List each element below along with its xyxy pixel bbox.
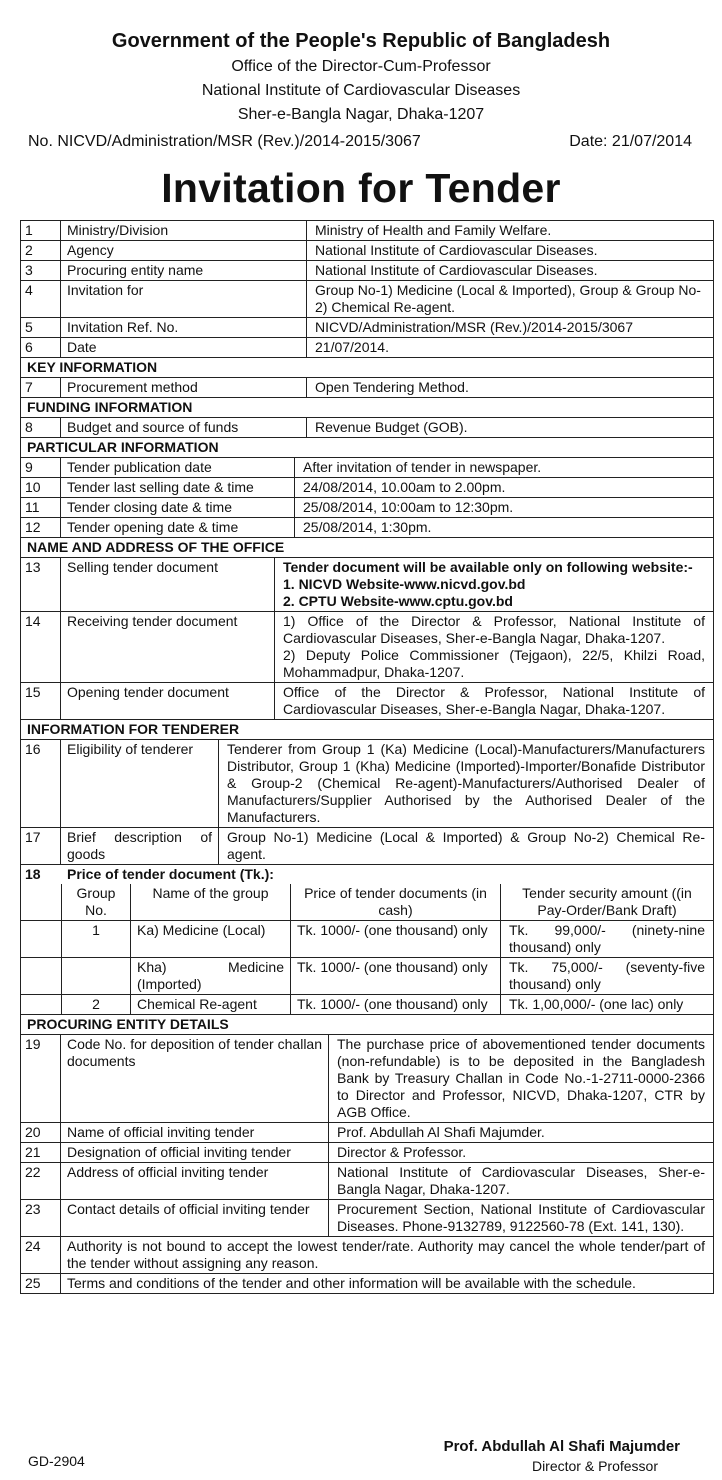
row-number: 5 — [21, 318, 61, 337]
security-amount: Tk. 1,00,000/- (one lac) only — [509, 996, 684, 1012]
security-amount: Tk. 99,000/- (ninety-nine thousand) only — [509, 922, 705, 955]
table-row — [21, 1163, 713, 1200]
row-value: Open Tendering Method. — [315, 379, 469, 395]
table-row — [21, 612, 713, 683]
table-row — [21, 1200, 713, 1237]
row-value: 21/07/2014. — [315, 339, 389, 355]
table-row — [21, 318, 713, 338]
row-label: Date — [61, 338, 307, 357]
page-title: Invitation for Tender — [161, 165, 561, 211]
nicvd-website: 1. NICVD Website-www.nicvd.gov.bd — [283, 576, 526, 592]
document-price: Tk. 1000/- (one thousand) only — [291, 995, 501, 1014]
table-row — [21, 478, 713, 498]
row-number: 24 — [21, 1237, 61, 1273]
row-value: Tenderer from Group 1 (Ka) Medicine (Local)-Manufacturers/Manufacturers Distributor, Group 1 (Kha) Medicine (Imported)-Importer/Bonafide Distributor & Group-2 (Chemical Re-agent)-Manufacturers/Authorised Dealer of Manufacturers/Supplier Authorised by the Authorised Dealer of the Manufacturers. — [227, 741, 705, 825]
group-no — [61, 958, 131, 994]
section-heading-key: KEY INFORMATION — [21, 358, 713, 378]
row-value: Prof. Abdullah Al Shafi Majumder. — [337, 1124, 545, 1140]
address-heading: Sher-e-Bangla Nagar, Dhaka-1207 — [237, 106, 485, 123]
row-value: The purchase price of abovementioned tender documents (non-refundable) is to be deposited in the Bangladesh Bank by Treasury Challan in Code No.-1-2711-0000-2366 to Director and Professor, NICVD, Dhaka-1207, CTR by AGB Office. — [337, 1036, 705, 1120]
price-indent — [21, 884, 61, 920]
row-value: 25/08/2014, 1:30pm. — [303, 519, 432, 535]
price-indent — [21, 995, 61, 1014]
table-row — [21, 378, 713, 398]
row-number: 14 — [21, 612, 61, 682]
table-row — [21, 1035, 713, 1123]
table-row — [21, 418, 713, 438]
receiving-office-2: 2) Deputy Police Commissioner (Tejgaon), 22/5, Khilzi Road, Mohammadpur, Dhaka-1207. — [283, 647, 705, 680]
document-price: Tk. 1000/- (one thousand) only — [291, 958, 501, 994]
row-value — [275, 612, 713, 682]
price-indent — [21, 921, 61, 957]
price-row — [21, 921, 713, 958]
row-number: 20 — [21, 1123, 61, 1142]
section-heading-entity: PROCURING ENTITY DETAILS — [21, 1015, 713, 1035]
row-value: National Institute of Cardiovascular Diseases. — [315, 262, 598, 278]
row-label: Invitation Ref. No. — [61, 318, 307, 337]
row-number: 23 — [21, 1200, 61, 1236]
row-label: Tender publication date — [61, 458, 295, 477]
tender-table — [20, 220, 714, 1294]
header-group-no: Group No. — [61, 884, 131, 920]
row-label: Brief description of goods — [61, 828, 219, 864]
signatory-name: Prof. Abdullah Al Shafi Majumder — [443, 1438, 680, 1455]
security-amount: Tk. 75,000/- (seventy-five thousand) only — [509, 959, 705, 992]
row-number: 19 — [21, 1035, 61, 1122]
row-value: 24/08/2014, 10.00am to 2.00pm. — [303, 479, 506, 495]
table-row — [21, 1143, 713, 1163]
row-number: 4 — [21, 281, 61, 317]
price-row — [21, 958, 713, 995]
row-value: After invitation of tender in newspaper. — [303, 459, 542, 475]
table-row — [21, 221, 713, 241]
row-label: Invitation for — [61, 281, 307, 317]
row-value: Office of the Director & Professor, National Institute of Cardiovascular Diseases, Sher-e-Bangla Nagar, Dhaka-1207. — [283, 684, 705, 717]
header-security: Tender security amount ((in Pay-Order/Bank Draft) — [522, 885, 692, 918]
row-label: Name of official inviting tender — [61, 1123, 329, 1142]
row-value — [275, 558, 713, 611]
row-number: 13 — [21, 558, 61, 611]
table-row — [21, 1274, 713, 1293]
row-label: Tender closing date & time — [61, 498, 295, 517]
row-label: Ministry/Division — [61, 221, 307, 240]
table-row — [21, 865, 713, 884]
row-label: Opening tender document — [61, 683, 275, 719]
header-price: Price of tender documents (in cash) — [291, 884, 501, 920]
table-row — [21, 1237, 713, 1274]
table-row — [21, 1123, 713, 1143]
institute-heading: National Institute of Cardiovascular Diseases — [201, 82, 521, 99]
website-note: Tender document will be available only on following website:- — [283, 559, 693, 575]
row-value: NICVD/Administration/MSR (Rev.)/2014-2015/3067 — [315, 319, 633, 335]
group-name: Ka) Medicine (Local) — [131, 921, 291, 957]
row-label: Code No. for deposition of tender challan documents — [61, 1035, 329, 1122]
row-number: 8 — [21, 418, 61, 437]
notice-date: Date: 21/07/2014 — [569, 133, 692, 150]
row-value: National Institute of Cardiovascular Diseases, Sher-e-Bangla Nagar, Dhaka-1207. — [337, 1164, 705, 1197]
reference-number: No. NICVD/Administration/MSR (Rev.)/2014-2015/3067 — [28, 133, 421, 150]
table-row — [21, 558, 713, 612]
price-indent — [21, 958, 61, 994]
table-row — [21, 241, 713, 261]
row-label: Agency — [61, 241, 307, 260]
table-row — [21, 828, 713, 865]
reference-line — [28, 133, 692, 151]
section-heading-particular: PARTICULAR INFORMATION — [21, 438, 713, 458]
row-number: 9 — [21, 458, 61, 477]
row-number: 16 — [21, 740, 61, 827]
row-label: Tender opening date & time — [61, 518, 295, 537]
table-row — [21, 458, 713, 478]
row-value: Authority is not bound to accept the lowest tender/rate. Authority may cancel the whole tender/part of the tender without assigning any reason. — [67, 1238, 705, 1271]
row-label: Designation of official inviting tender — [61, 1143, 329, 1162]
row-label: Procurement method — [61, 378, 307, 397]
row-value: Group No-1) Medicine (Local & Imported) & Group No-2) Chemical Re-agent. — [227, 829, 705, 862]
row-number: 12 — [21, 518, 61, 537]
group-name: Kha) Medicine (Imported) — [131, 958, 291, 994]
table-row — [21, 261, 713, 281]
row-number: 3 — [21, 261, 61, 280]
table-row — [21, 281, 713, 318]
row-number: 7 — [21, 378, 61, 397]
cptu-website: 2. CPTU Website-www.cptu.gov.bd — [283, 593, 513, 609]
row-value: Director & Professor. — [337, 1144, 467, 1160]
price-table-header — [21, 884, 713, 921]
row-value: 25/08/2014, 10:00am to 12:30pm. — [303, 499, 514, 515]
row-label: Budget and source of funds — [61, 418, 307, 437]
row-number: 1 — [21, 221, 61, 240]
row-value: Procurement Section, National Institute of Cardiovascular Diseases. Phone-9132789, 9122560-78 (Ext. 141, 130). — [337, 1201, 705, 1234]
row-number: 17 — [21, 828, 61, 864]
table-row — [21, 740, 713, 828]
table-row — [21, 498, 713, 518]
row-label: Selling tender document — [61, 558, 275, 611]
group-no: 1 — [61, 921, 131, 957]
table-row — [21, 338, 713, 358]
row-label: Contact details of official inviting tender — [61, 1200, 329, 1236]
government-heading: Government of the People's Republic of Bangladesh — [111, 30, 611, 52]
row-number: 21 — [21, 1143, 61, 1162]
row-value: Group No-1) Medicine (Local & Imported), Group & Group No-2) Chemical Re-agent. — [315, 282, 701, 315]
row-number: 6 — [21, 338, 61, 357]
header-group-name: Name of the group — [131, 884, 291, 920]
row-number: 25 — [21, 1274, 61, 1293]
row-number: 22 — [21, 1163, 61, 1199]
row-label: Price of tender document (Tk.): — [67, 866, 274, 882]
row-label: Procuring entity name — [61, 261, 307, 280]
row-value: National Institute of Cardiovascular Diseases. — [315, 242, 598, 258]
row-value: Terms and conditions of the tender and other information will be available with the schedule. — [67, 1275, 636, 1291]
section-heading-funding: FUNDING INFORMATION — [21, 398, 713, 418]
group-no: 2 — [61, 995, 131, 1014]
row-number: 15 — [21, 683, 61, 719]
row-label: Tender last selling date & time — [61, 478, 295, 497]
signatory-title: Director & Professor — [531, 1458, 658, 1474]
row-number: 18 — [25, 866, 41, 882]
group-name: Chemical Re-agent — [131, 995, 291, 1014]
table-row — [21, 518, 713, 538]
row-number: 2 — [21, 241, 61, 260]
table-row — [21, 683, 713, 720]
row-number: 11 — [21, 498, 61, 517]
row-label: Receiving tender document — [61, 612, 275, 682]
gd-code: GD-2904 — [28, 1453, 85, 1469]
row-label: Eligibility of tenderer — [61, 740, 219, 827]
section-heading-office: NAME AND ADDRESS OF THE OFFICE — [21, 538, 713, 558]
section-heading-tenderer: INFORMATION FOR TENDERER — [21, 720, 713, 740]
receiving-office-1: 1) Office of the Director & Professor, National Institute of Cardiovascular Diseases, Sher-e-Bangla Nagar, Dhaka-1207. — [283, 613, 705, 646]
price-row — [21, 995, 713, 1015]
row-value: Ministry of Health and Family Welfare. — [315, 222, 552, 238]
office-heading: Office of the Director-Cum-Professor — [231, 58, 491, 75]
row-value: Revenue Budget (GOB). — [315, 419, 468, 435]
row-number: 10 — [21, 478, 61, 497]
row-label: Address of official inviting tender — [61, 1163, 329, 1199]
document-price: Tk. 1000/- (one thousand) only — [291, 921, 501, 957]
